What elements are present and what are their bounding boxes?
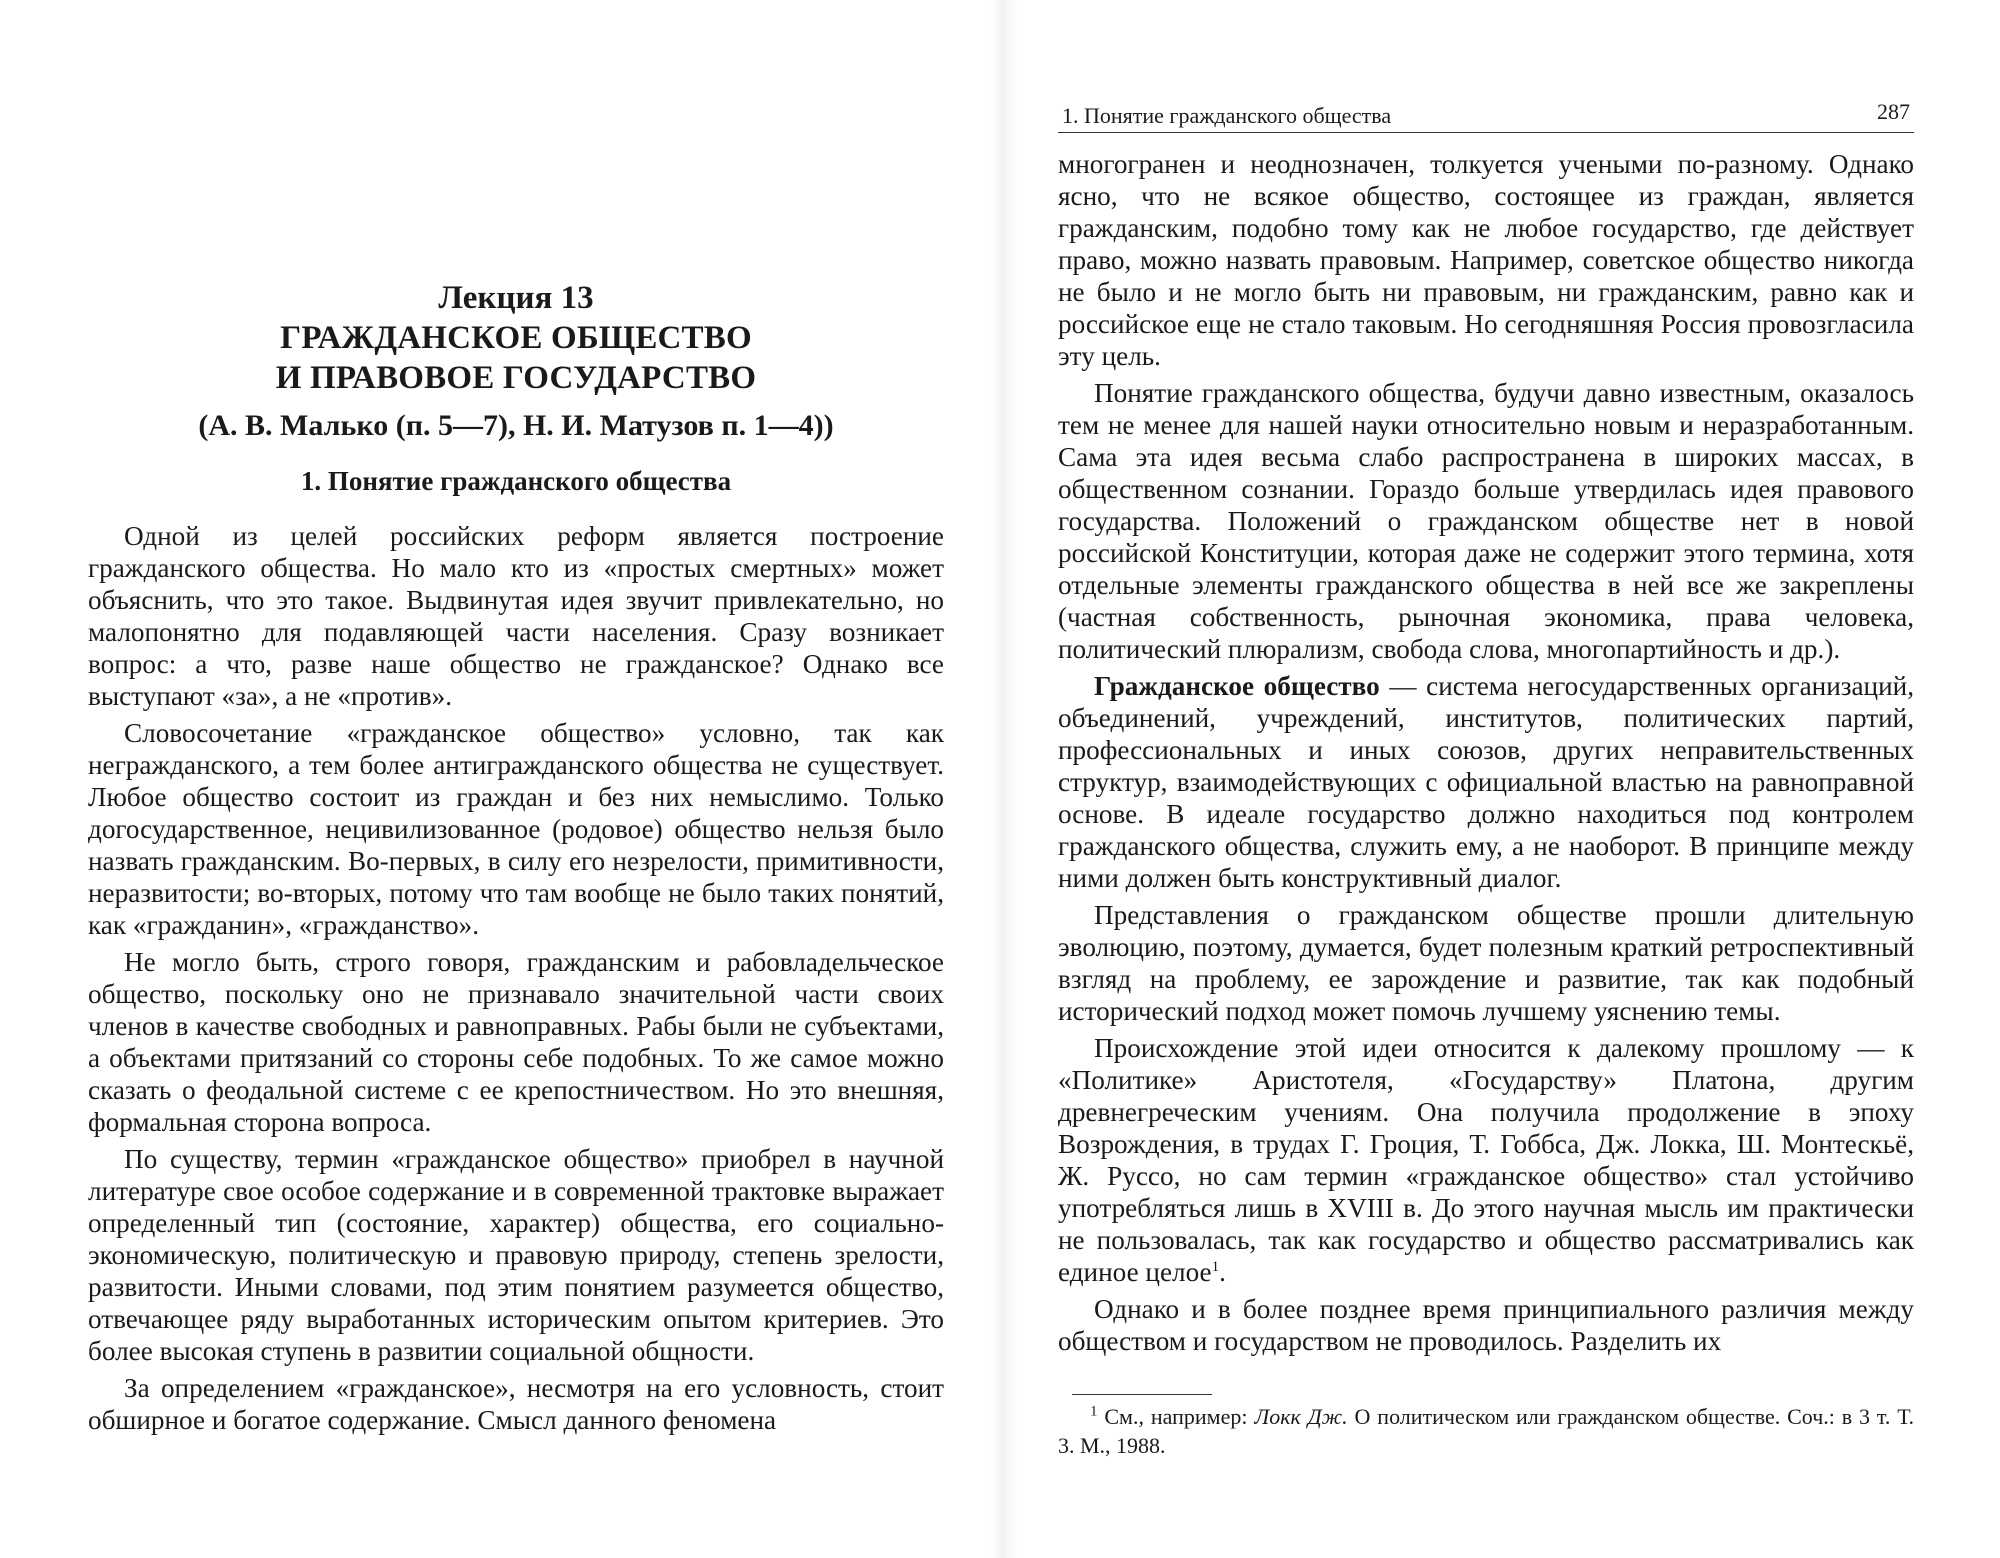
- paragraph: За определением «гражданское», несмотря на его условность, стоит обширное и богатое содержание. Смысл данного феномена: [88, 1373, 944, 1435]
- footnote-divider: [1072, 1394, 1212, 1395]
- definition-text: — система негосударственных организаций, объединений, учреждений, институтов, политических партий, профессиональных и иных союзов, других неправительственных структур, взаимодействующих с официальной властью на равноправной основе. В идеале государство должно находиться под контролем гражданского общества, служить ему, а не наоборот. В принципе между ними должен быть конструктивный диалог.: [1058, 671, 1914, 893]
- running-head-title: 1. Понятие гражданского общества: [1062, 103, 1392, 128]
- paragraph: Однако и в более позднее время принципиального различия между обществом и государством не проводилось. Разделить их: [1058, 1294, 1914, 1356]
- footnote-text: О политическом или гражданском обществе. Соч.: в 3 т. Т. 3. М., 1988.: [1058, 1404, 1914, 1458]
- right-page-body: [1058, 148, 1914, 1357]
- section-heading: 1. Понятие гражданского общества: [300, 466, 732, 496]
- lecture-title-line-2: И ПРАВОВОЕ ГОСУДАРСТВО: [275, 360, 757, 396]
- paragraph: Понятие гражданского общества, будучи давно известным, оказалось тем не менее для нашей науки относительно новым и неразработанным. Сама эта идея весьма слабо распространена в широких массах, в общественном сознании. Гораздо больше утвердилась идея правового государства. Положений о гражданском обществе нет в новой российской Конституции, которая даже не содержит этого термина, хотя отдельные элементы гражданского общества в ней все же закреплены (частная собственность, рыночная экономика, права человека, политический плюрализм, свобода слова, многопартийность и др.).: [1058, 378, 1914, 664]
- lecture-authors: (А. В. Малько (п. 5—7), Н. И. Матузов п. 1—4)): [198, 409, 834, 442]
- footnotes: [1058, 1402, 1914, 1460]
- paragraph: Не могло быть, строго говоря, гражданским и рабовладельческое общество, поскольку оно не признавало значительной части своих членов в качестве свободных и равноправных. Рабы были не субъектами, а объектами притязаний со стороны себе подобных. То же самое можно сказать о феодальной системе с ее крепостничеством. Но это внешняя, формальная сторона вопроса.: [88, 947, 944, 1137]
- footnote: [1058, 1402, 1914, 1460]
- page-number: 287: [1877, 99, 1910, 124]
- footnote-reference: 1: [1211, 1258, 1220, 1275]
- paragraph: По существу, термин «гражданское общество» приобрел в научной литературе свое особое содержание и в современной трактовке выражает определенный тип (состояние, характер) общества, его социально-экономическую, политическую и правовую природу, степень зрелости, развитости. Иными словами, под этим понятием разумеется общество, отвечающее ряду выработанных историческим опытом критериев. Это более высокая ступень в развитии социальной общности.: [88, 1144, 944, 1366]
- paragraph-continuation: многогранен и неоднозначен, толкуется учеными по-разному. Однако ясно, что не всякое общество, состоящее из граждан, является гражданским, подобно тому как не любое государство, где действует право, можно назвать правовым. Например, советское общество никогда не было и не могло быть ни правовым, ни гражданским, равно как и российское еще не стало таковым. Но сегодняшняя Россия провозгласила эту цель.: [1058, 149, 1914, 371]
- paragraph: Словосочетание «гражданское общество» условно, так как негражданского, а тем более антигражданского общества не существует. Любое общество состоит из граждан и без них немыслимо. Только догосударственное, нецивилизованное (родовое) общество нельзя было назвать гражданским. Во-первых, в силу его незрелости, примитивности, неразвитости; во-вторых, потому что там вообще не было таких понятий, как «гражданин», «гражданство».: [88, 718, 944, 940]
- defined-term: Гражданское общество: [1094, 671, 1380, 701]
- footnote-lead: См., например:: [1097, 1404, 1255, 1429]
- lecture-title-line-1: ГРАЖДАНСКОЕ ОБЩЕСТВО: [280, 320, 752, 356]
- book-gutter: [990, 0, 1020, 1558]
- left-page-body: [88, 520, 944, 1436]
- running-head: [1058, 99, 1914, 133]
- footnote-marker: 1: [1090, 1403, 1098, 1420]
- footnote-author: Локк Дж.: [1254, 1404, 1348, 1429]
- lecture-number: Лекция 13: [438, 280, 594, 316]
- paragraph: Представления о гражданском обществе прошли длительную эволюцию, поэтому, думается, будет полезным краткий ретроспективный взгляд на проблему, ее зарождение и развитие, так как подобный исторический подход может помочь лучшему уяснению темы.: [1058, 900, 1914, 1026]
- paragraph: Одной из целей российских реформ является построение гражданского общества. Но мало кто из «простых смертных» может объяснить, что это такое. Выдвинутая идея звучит привлекательно, но малопонятно для подавляющей части населения. Сразу возникает вопрос: а что, разве наше общество не гражданское? Однако все выступают «за», а не «против».: [88, 521, 944, 711]
- paragraph-with-note: Происхождение этой идеи относится к далекому прошлому — к «Политике» Аристотеля, «Государству» Платона, другим древнегреческим учениям. Она получила продолжение в эпоху Возрождения, в трудах Г. Гроция, Т. Гоббса, Дж. Локка, Ш. Монтескьё, Ж. Руссо, но сам термин «гражданское общество» стал устойчиво употребляться лишь в XVIII в. До этого научная мысль им практически не пользовалась, так как государство и общество рассматривались как единое целое$^1$.: [1058, 1033, 1914, 1287]
- paragraph-text: Происхождение этой идеи относится к далекому прошлому — к «Политике» Аристотеля, «Государству» Платона, другим древнегреческим учениям. Она получила продолжение в эпоху Возрождения, в трудах Г. Гроция, Т. Гоббса, Дж. Локка, Ш. Монтескьё, Ж. Руссо, но сам термин «гражданское общество» стал устойчиво употребляться лишь в XVIII в. До этого научная мысль им практически не пользовалась, так как государство и общество рассматривались как единое целое: [1058, 1033, 1914, 1287]
- lecture-heading: [88, 278, 944, 446]
- definition-paragraph: [1058, 670, 1914, 894]
